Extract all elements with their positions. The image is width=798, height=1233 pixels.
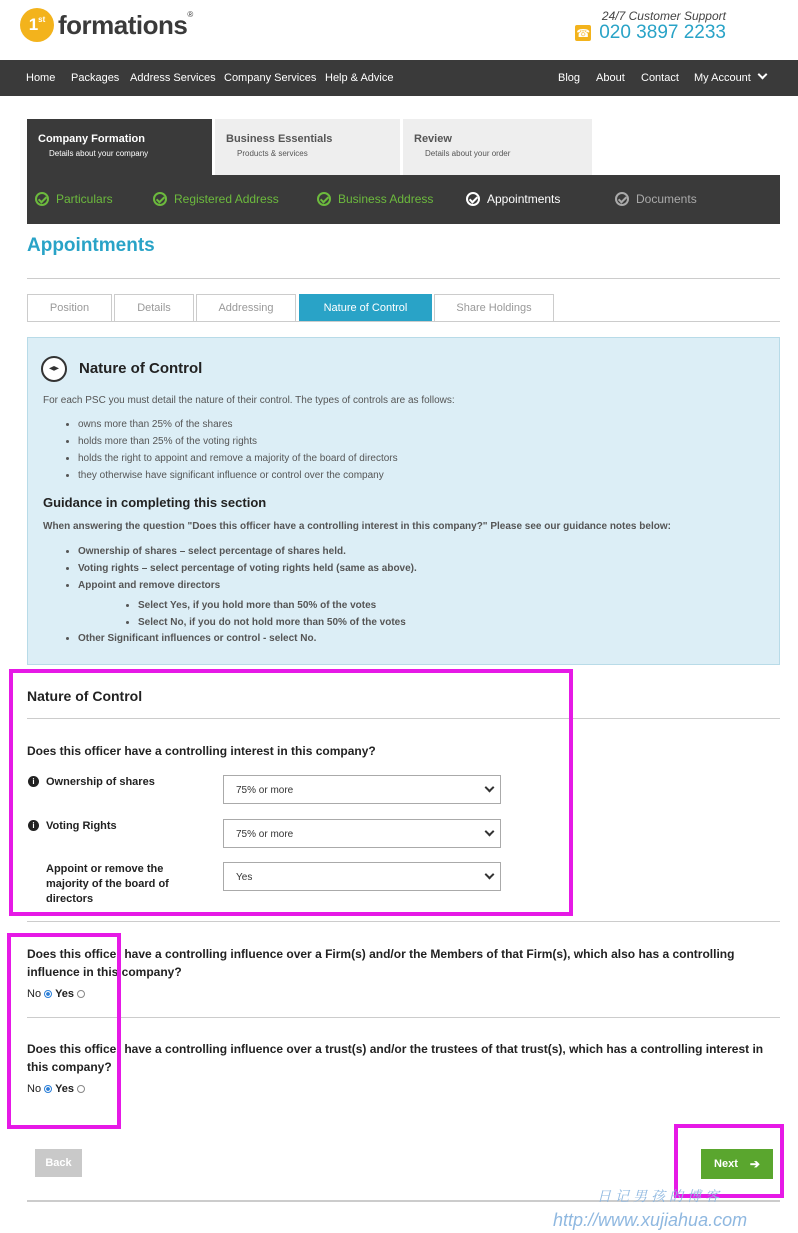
nav-home[interactable]: Home bbox=[26, 72, 56, 84]
tab-position[interactable]: Position bbox=[27, 294, 112, 322]
list-item: • owns more than 25% of the shares bbox=[78, 416, 398, 433]
info-intro: For each PSC you must detail the nature of their control. The types of controls are as follows: bbox=[43, 395, 455, 406]
tab-addressing[interactable]: Addressing bbox=[196, 294, 296, 322]
control-types-list bbox=[78, 416, 398, 484]
watermark-url: http://www.xujiahua.com bbox=[553, 1210, 748, 1230]
arrow-right-icon: ➔ bbox=[749, 1157, 760, 1171]
nav-help-advice[interactable]: Help & Advice bbox=[325, 72, 394, 84]
appoint-label: Appoint or remove the majority of the board of directors bbox=[46, 863, 169, 905]
substep-appointments[interactable] bbox=[466, 192, 560, 206]
chevron-down-icon bbox=[757, 70, 767, 80]
step-subtitle: Details about your company bbox=[49, 149, 149, 158]
support-label: 24/7 Customer Support bbox=[601, 9, 726, 23]
sub-steps bbox=[27, 175, 780, 224]
substep-registered-address[interactable] bbox=[153, 192, 279, 206]
list-item: • they otherwise have significant influence or control over the company bbox=[78, 467, 398, 484]
site-header bbox=[0, 0, 798, 60]
nav-packages[interactable]: Packages bbox=[71, 72, 120, 84]
select-value: 75% or more bbox=[236, 829, 294, 840]
divider bbox=[27, 278, 780, 279]
step-title: Review bbox=[414, 133, 452, 145]
substep-documents[interactable] bbox=[615, 192, 697, 206]
ownership-label: Ownership of shares bbox=[46, 776, 155, 788]
info-icon[interactable]: i bbox=[28, 776, 39, 787]
substep-label: Appointments bbox=[487, 192, 561, 206]
substep-label: Particulars bbox=[56, 192, 113, 206]
select-value: 75% or more bbox=[236, 785, 294, 796]
nav-about[interactable]: About bbox=[596, 72, 625, 84]
list-item: • holds the right to appoint and remove a majority of the board of directors bbox=[78, 450, 398, 467]
divider bbox=[27, 1017, 780, 1018]
page-title: Appointments bbox=[27, 235, 155, 256]
step-review[interactable] bbox=[403, 119, 592, 175]
voting-label: Voting Rights bbox=[46, 820, 117, 832]
highlight-box bbox=[7, 933, 121, 1129]
substep-business-address[interactable] bbox=[317, 192, 433, 206]
nav-blog[interactable]: Blog bbox=[558, 72, 581, 84]
tab-share-holdings[interactable]: Share Holdings bbox=[434, 294, 554, 322]
list-item: • Voting rights – select percentage of voting rights held (same as above). bbox=[78, 560, 417, 577]
guidance-list bbox=[78, 543, 417, 594]
support-phone[interactable] bbox=[575, 22, 726, 44]
next-label: Next bbox=[714, 1158, 738, 1170]
substep-particulars[interactable] bbox=[35, 192, 113, 206]
nav-address-services[interactable]: Address Services bbox=[130, 72, 216, 84]
question-trust-influence: Does this officer have a controlling influence over a trust(s) and/or the trustees of that trust(s), which has a controlling interest in this company? bbox=[27, 1042, 764, 1074]
list-item: • Select Yes, if you hold more than 50% of the votes bbox=[138, 597, 406, 614]
phone-icon: ☎ bbox=[575, 25, 591, 41]
phone-number[interactable]: 020 3897 2233 bbox=[599, 22, 726, 43]
check-circle-icon bbox=[153, 192, 167, 206]
step-title: Company Formation bbox=[38, 133, 145, 145]
form-title: Nature of Control bbox=[27, 688, 143, 704]
divider bbox=[27, 921, 780, 922]
substep-label: Documents bbox=[636, 192, 697, 206]
check-circle-icon bbox=[35, 192, 49, 206]
sub-guidance-list bbox=[138, 597, 406, 631]
check-circle-icon bbox=[466, 192, 480, 206]
list-item: • holds more than 25% of the voting rights bbox=[78, 433, 398, 450]
step-company-formation[interactable] bbox=[27, 119, 212, 175]
step-subtitle: Details about your order bbox=[425, 149, 511, 158]
list-item: • Appoint and remove directors bbox=[78, 577, 417, 594]
guidance-list-end bbox=[78, 630, 316, 647]
select-value: Yes bbox=[236, 872, 253, 883]
guidance-title: Guidance in completing this section bbox=[43, 495, 267, 510]
back-button[interactable]: Back bbox=[35, 1149, 82, 1177]
radio-no-label: No bbox=[27, 988, 42, 1000]
substep-label: Registered Address bbox=[174, 192, 279, 206]
check-circle-icon bbox=[317, 192, 331, 206]
step-title: Business Essentials bbox=[226, 133, 333, 145]
radio-yes-label: Yes bbox=[55, 1083, 75, 1095]
info-panel bbox=[27, 337, 780, 665]
question-firm-influence: Does this officer have a controlling influence over a Firm(s) and/or the Members of that Firm(s), which also has a controlling influence in this company? bbox=[27, 947, 735, 979]
highlight-box bbox=[9, 669, 573, 916]
logo-badge: 1 $^{st}$ bbox=[20, 8, 54, 42]
radio-no-label: No bbox=[27, 1083, 42, 1095]
guidance-intro: When answering the question "Does this officer have a controlling interest in this company?" Please see our guidance notes below: bbox=[43, 521, 671, 532]
substep-label: Business Address bbox=[338, 192, 434, 206]
tab-details[interactable]: Details bbox=[114, 294, 194, 322]
step-business-essentials[interactable] bbox=[215, 119, 400, 175]
info-icon[interactable]: i bbox=[28, 820, 39, 831]
list-item: • Select No, if you do not hold more than 50% of the votes bbox=[138, 614, 406, 631]
nav-company-services[interactable]: Company Services bbox=[224, 72, 317, 84]
watermark-text: 日记男孩的博客 bbox=[597, 1188, 723, 1204]
main-nav bbox=[0, 60, 798, 96]
logo-wordmark: formations® bbox=[58, 9, 193, 40]
step-subtitle: Products & services bbox=[237, 149, 308, 158]
info-title: Nature of Control bbox=[79, 360, 203, 377]
list-item: • Other Significant influences or control - select No. bbox=[78, 630, 316, 647]
nav-contact[interactable]: Contact bbox=[641, 72, 679, 84]
check-circle-icon bbox=[615, 192, 629, 206]
logo[interactable] bbox=[20, 8, 193, 42]
list-item: • Ownership of shares – select percentage of shares held. bbox=[78, 543, 417, 560]
graduation-cap-icon bbox=[41, 356, 67, 382]
question-controlling-interest: Does this officer have a controlling interest in this company? bbox=[27, 744, 376, 758]
tab-nature-of-control[interactable]: Nature of Control bbox=[299, 294, 432, 322]
radio-yes-label: Yes bbox=[55, 988, 75, 1000]
tabs-divider bbox=[27, 321, 780, 322]
nav-my-account[interactable]: My Account bbox=[694, 72, 766, 84]
